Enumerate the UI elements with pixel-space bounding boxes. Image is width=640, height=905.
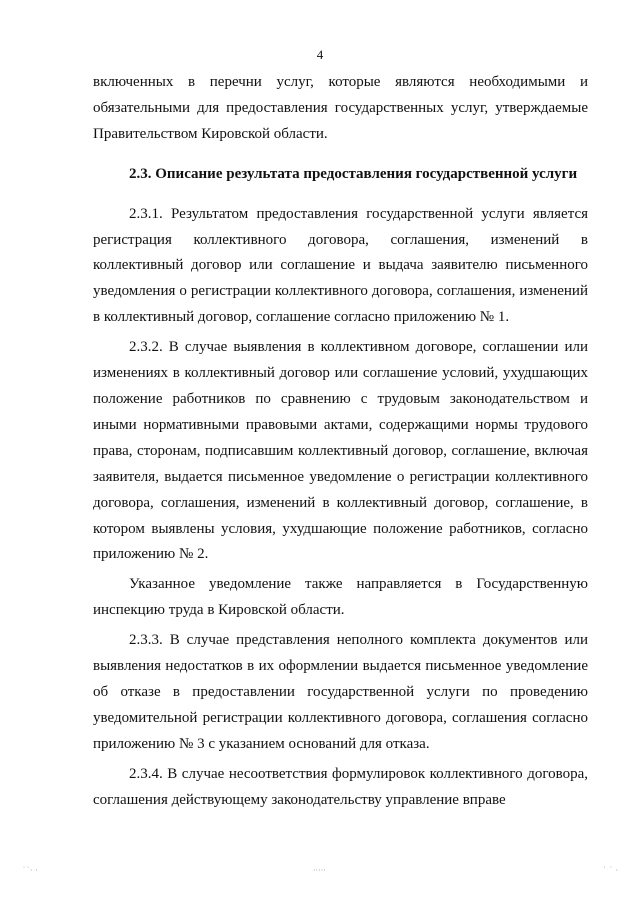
section-heading-2-3: 2.3. Описание результата предоставления государственной услуги <box>129 165 578 182</box>
scan-mark-left: ˙˙· · <box>22 866 38 875</box>
document-body <box>93 70 588 813</box>
scan-mark-middle: ····· <box>313 866 326 875</box>
spacer <box>93 148 588 162</box>
paragraph-2-3-2: 2.3.2. В случае выявления в коллективном договоре, соглашении или изменениях в коллективный договор или соглашение условий, ухудшающих положение работников по сравнению с трудовым законодательством и иными нормативными правовыми актами, содержащими нормы трудового права, сторонам, подписавшим коллективный договор, соглашение, включая заявителя, выдается письменное уведомление о регистрации коллективного договора, соглашения, изменений в коллективный договор, соглашение, в котором выявлены условия, ухудшающие положение работников, согласно приложению № 2. <box>93 339 588 563</box>
spacer <box>93 188 588 202</box>
page-number: 4 <box>316 47 324 62</box>
scan-mark-right: ˙ ˙ · <box>602 866 618 875</box>
continuation-paragraph: включенных в перечни услуг, которые являются необходимыми и обязательными для предоставления государственных услуг, утверждаемые Правительством Кировской области. <box>93 74 588 142</box>
paragraph-2-3-4: 2.3.4. В случае несоответствия формулировок коллективного договора, соглашения действующему законодательству управление вправе <box>93 765 588 808</box>
paragraph-2-3-3: 2.3.3. В случае представления неполного комплекта документов или выявления недостатков в их оформлении выдается письменное уведомление об отказе в предоставлении государственной услуги по проведению уведомительной регистрации коллективного договора, соглашения согласно приложению № 3 с указанием оснований для отказа. <box>93 632 588 752</box>
paragraph-2-3-1: 2.3.1. Результатом предоставления государственной услуги является регистрация коллективного договора, соглашения, изменений в коллективный договор или соглашение и выдача заявителю письменного уведомления о регистрации коллективного договора, соглашения, изменений в коллективный договор, соглашение согласно приложению № 1. <box>93 205 588 326</box>
notice-paragraph: Указанное уведомление также направляется в Государственную инспекцию труда в Кировской области. <box>93 576 588 619</box>
